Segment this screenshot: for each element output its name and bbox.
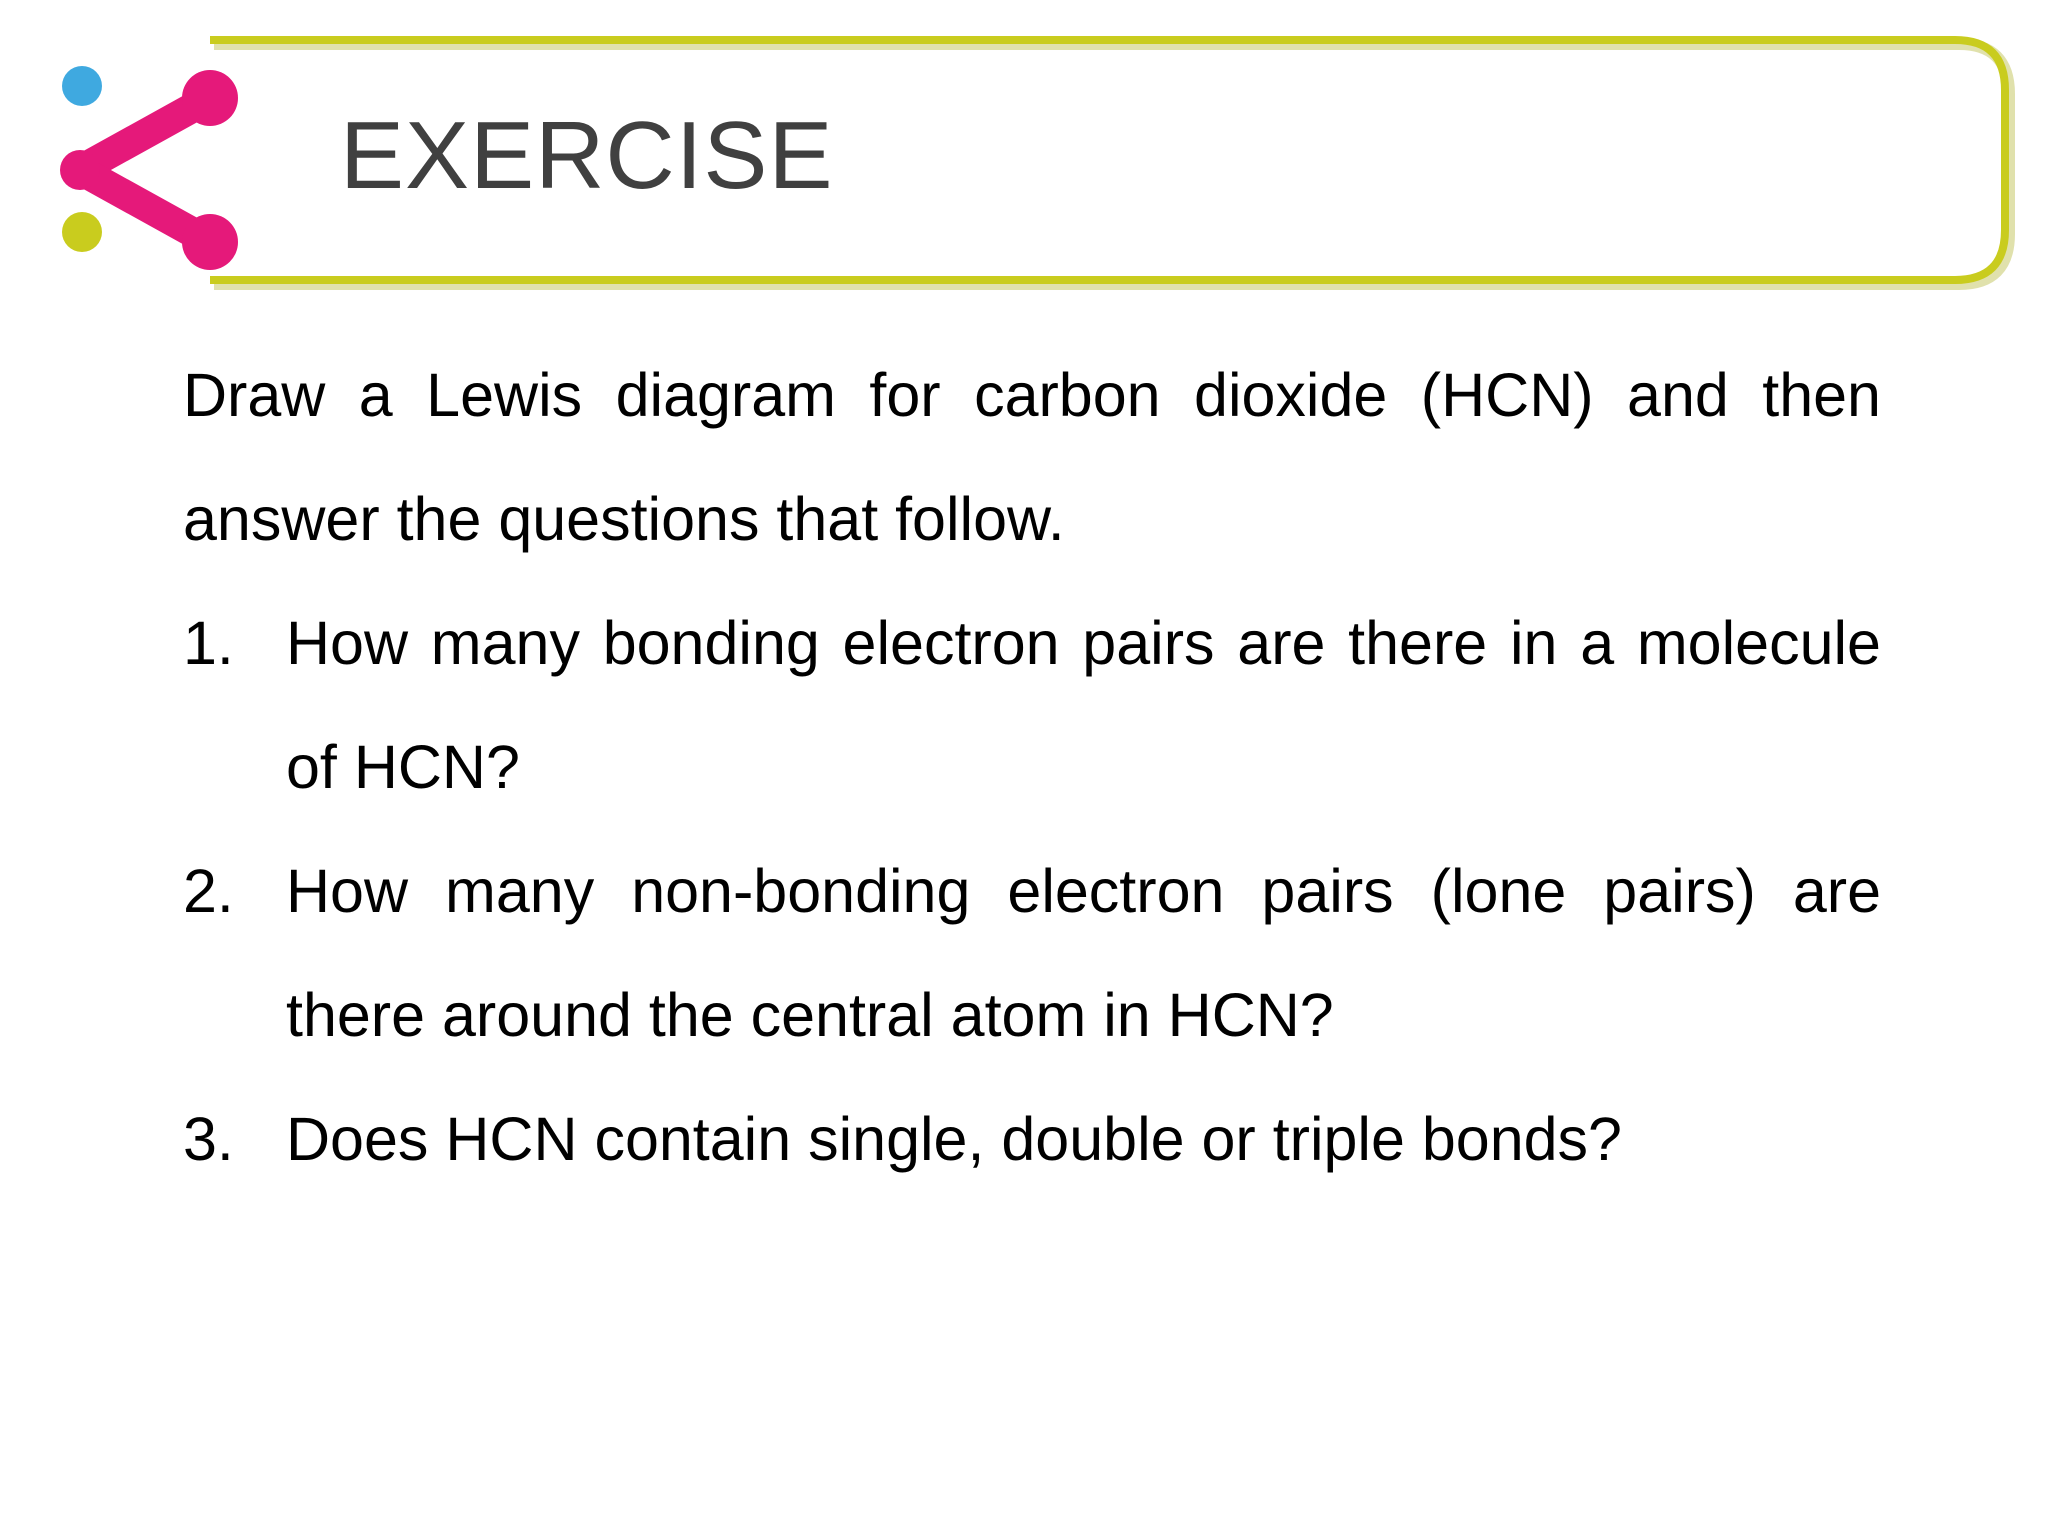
slide-title: EXERCISE xyxy=(340,102,834,209)
exercise-intro: Draw a Lewis diagram for carbon dioxide (HCN) and then answer the questions that follow. xyxy=(183,361,1881,553)
question-number: 1. xyxy=(183,609,234,677)
molecule-share-logo-icon xyxy=(40,40,300,300)
question-list xyxy=(183,581,1881,1201)
question-text: How many bonding electron pairs are there in a molecule of HCN? xyxy=(286,609,1881,801)
question-number: 2. xyxy=(183,857,234,925)
question-number: 3. xyxy=(183,1105,234,1173)
title-frame xyxy=(0,0,2048,320)
question-item xyxy=(183,581,1881,829)
question-item xyxy=(183,1077,1881,1201)
slide-content xyxy=(183,333,1881,1201)
question-item xyxy=(183,829,1881,1077)
question-text: How many non-bonding electron pairs (lone pairs) are there around the central atom in HCN? xyxy=(286,857,1881,1049)
question-text: Does HCN contain single, double or triple bonds? xyxy=(286,1105,1622,1173)
